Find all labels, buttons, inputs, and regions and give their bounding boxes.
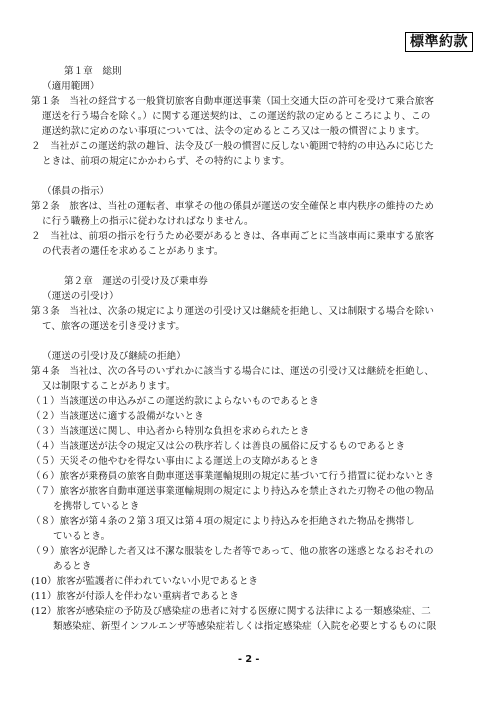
article-4-line-2: 又は制限することがあります。	[42, 381, 176, 392]
list-item-7-line-2: を携帯しているとき	[53, 501, 140, 512]
article-1-line-2: 運送を行う場合を除く。）に関する運送契約は、この運送約款の定めるところにより、この	[42, 111, 431, 122]
list-item-5: （５）天災その他やむを得ない事由による運送上の支障があるとき	[31, 456, 319, 467]
list-item-1: （１）当該運送の申込みがこの運送約款によらないものであるとき	[31, 396, 319, 407]
list-item-7-line-1: （７）旅客が旅客自動車運送事業運輸規則の規定により持込みを禁止された刃物その他の物品	[31, 486, 434, 497]
list-item-9-line-1: （９）旅客が泥酔した者又は不潔な服装をした者等であって、他の旅客の迷惑となるおそれの	[31, 546, 434, 557]
article-1-para-2-line-1: ２ 当社がこの運送約款の趣旨、法令及び一般の慣習に反しない範囲で特約の申込みに応じた	[31, 141, 434, 152]
article-3-line-1: 第３条 当社は、次条の規定により運送の引受け又は継続を拒絶し、又は制限する場合を除い	[31, 306, 434, 317]
list-item-2: （２）当該運送に適する設備がないとき	[31, 411, 204, 422]
list-item-11: (11）旅客が付添人を伴わない重病者であるとき	[31, 591, 239, 602]
list-item-12-line-1: (12）旅客が感染症の予防及び感染症の患者に対する医療に関する法律による一類感染症、二	[31, 606, 431, 617]
section-heading-staff-instructions: （係員の指示）	[42, 186, 110, 197]
section-heading-scope: （適用範囲）	[42, 81, 100, 92]
list-item-12-line-2: 類感染症、新型インフルエンザ等感染症若しくは指定感染症（入院を必要とするものに限	[53, 621, 437, 632]
list-item-10: (10）旅客が監護者に伴われていない小児であるとき	[31, 576, 259, 587]
article-4-line-1: 第４条 当社は、次の各号のいずれかに該当する場合には、運送の引受け又は継続を拒絶し、	[31, 366, 434, 377]
article-1-line-1: 第１条 当社の経営する一般貸切旅客自動車運送事業（国土交通大臣の許可を受けて乗合旅客	[31, 96, 434, 107]
chapter-2-heading: 第２章 運送の引受け及び乗車券	[64, 276, 208, 287]
list-item-9-line-2: あるとき	[53, 561, 92, 572]
list-item-4: （４）当該運送が法令の規定又は公の秩序若しくは善良の風俗に反するものであるとき	[31, 441, 406, 452]
article-1-line-3: 運送約款に定めのない事項については、法令の定めるところ又は一般の慣習によります。	[42, 126, 425, 137]
article-2-line-2: に行う職務上の指示に従わなければなりません。	[42, 216, 254, 227]
page-number: - 2 -	[238, 654, 260, 665]
article-2-para-2-line-1: ２ 当社は、前項の指示を行うため必要があるときは、各車両ごとに当該車両に乗車する旅客	[31, 231, 434, 242]
section-heading-acceptance: （運送の引受け）	[42, 291, 119, 302]
standard-terms-badge: 標準約款	[405, 32, 473, 52]
list-item-6: （６）旅客が乗務員の旅客自動車運送事業運輸規則の規定に基づいて行う措置に従わないとき	[31, 471, 434, 482]
section-heading-refusal: （運送の引受け及び継続の拒絶）	[42, 351, 186, 362]
article-1-para-2-line-2: ときは、前項の規定にかかわらず、その特約によります。	[42, 156, 290, 167]
article-3-line-2: て、旅客の運送を引き受けます。	[42, 321, 185, 332]
article-2-para-2-line-2: の代表者の選任を求めることがあります。	[42, 246, 224, 257]
chapter-1-heading: 第１章 総則	[64, 66, 122, 77]
list-item-3: （３）当該運送に関し、申込者から特別な負担を求められたとき	[31, 426, 310, 437]
article-2-line-1: 第２条 旅客は、当社の運転者、車掌その他の係員が運送の安全確保と車内秩序の維持のため	[31, 201, 434, 212]
list-item-8-line-1: （８）旅客が第４条の２第３項又は第４項の規定により持込みを拒絶された物品を携帯し	[31, 516, 415, 527]
list-item-8-line-2: ているとき。	[53, 531, 111, 542]
